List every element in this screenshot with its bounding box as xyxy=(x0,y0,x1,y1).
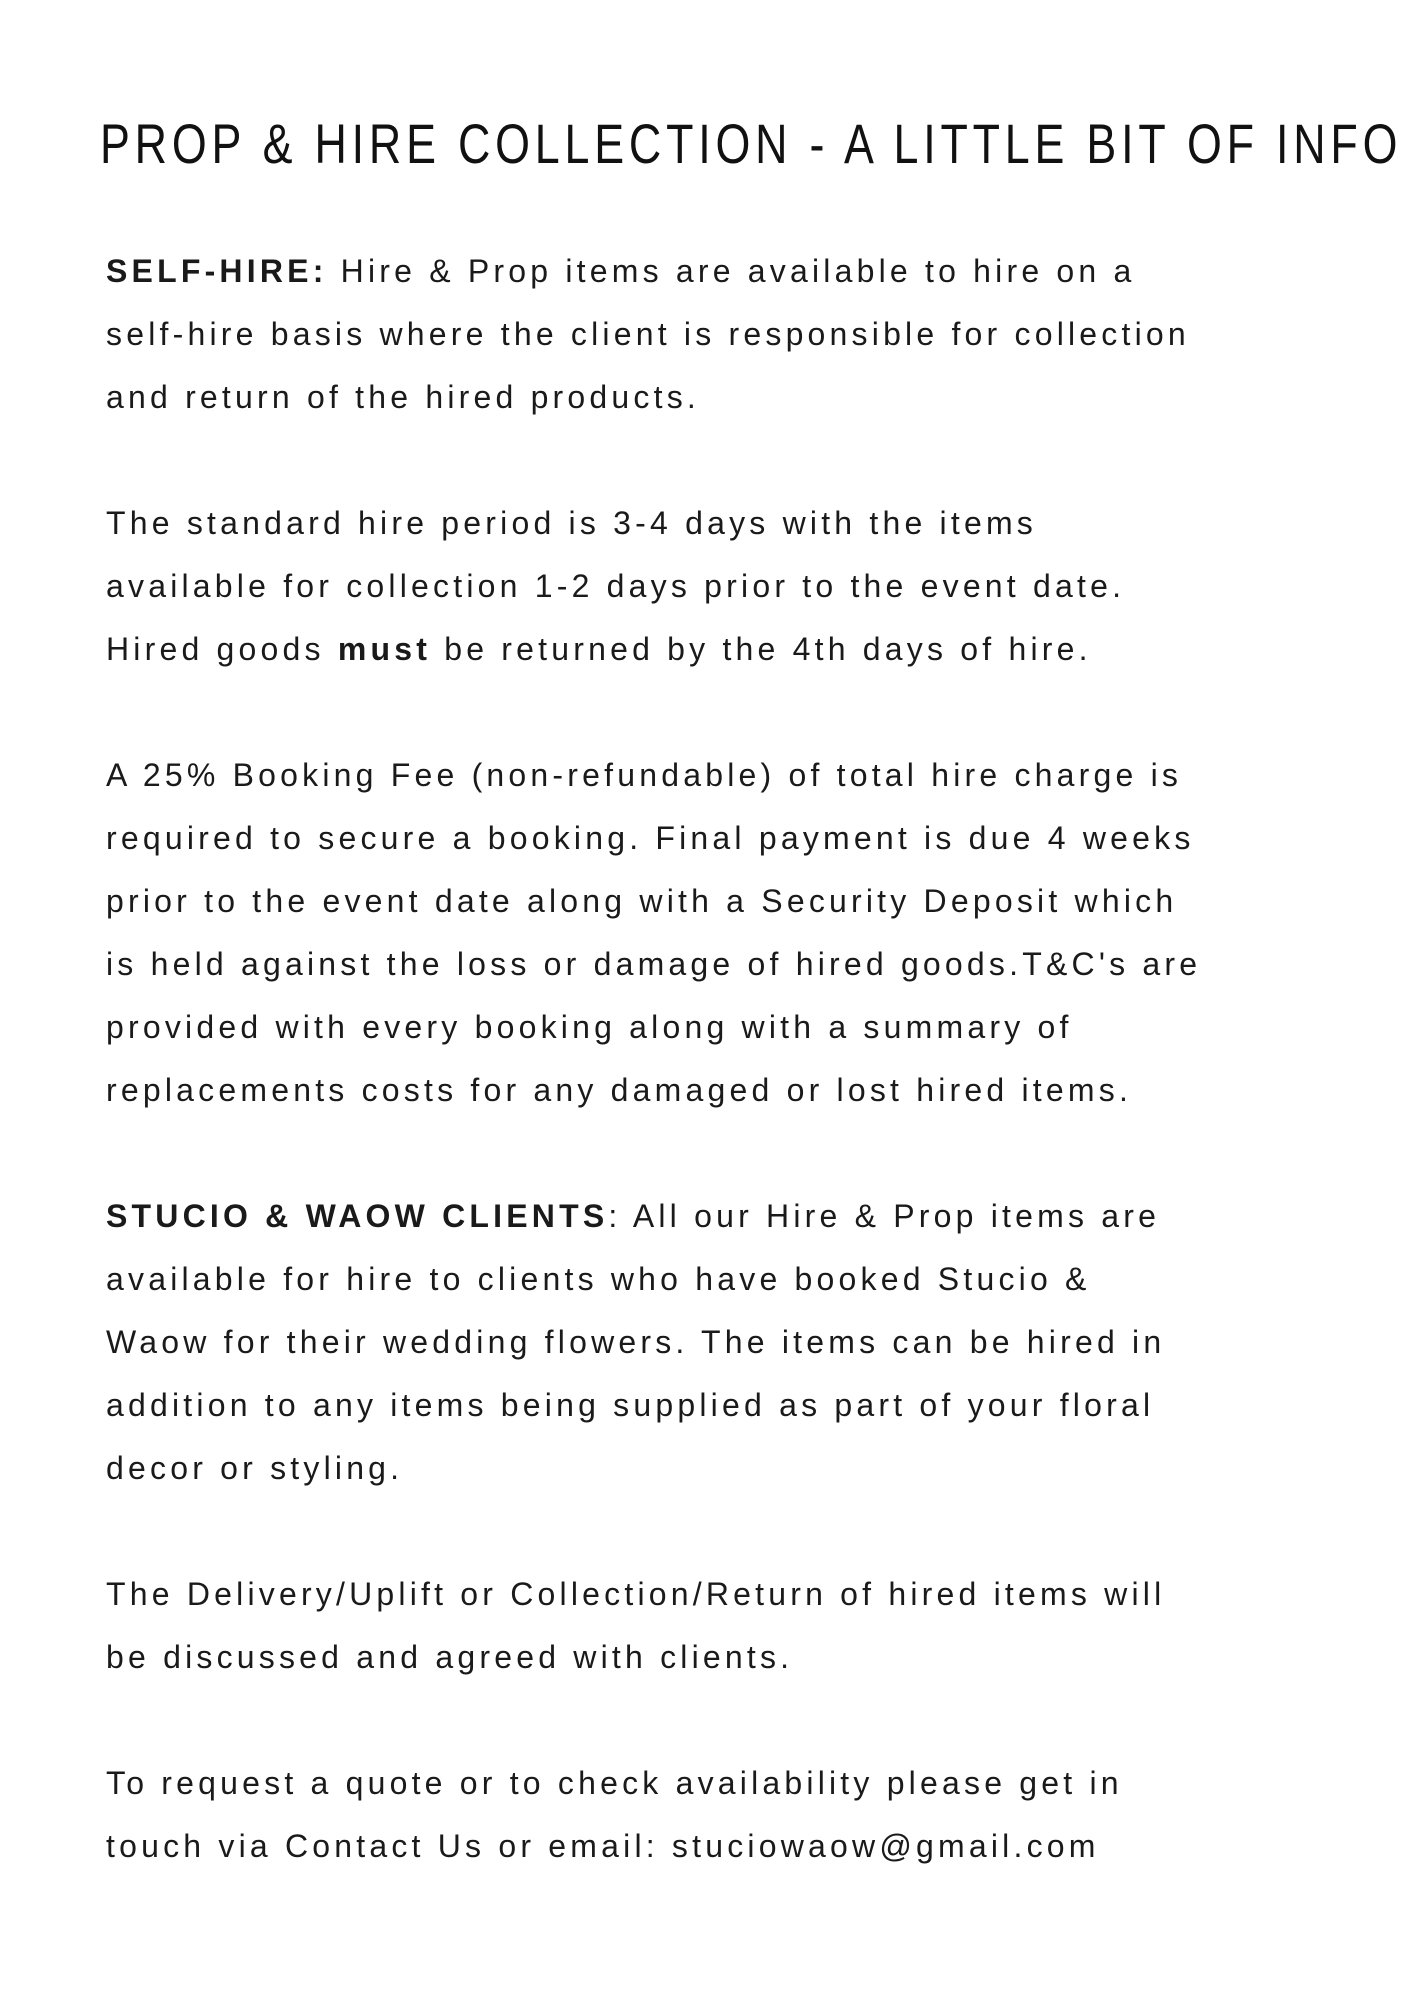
clients-line-4: addition to any items being supplied as part of your floral xyxy=(106,1387,1155,1423)
self-hire-line-3: and return of the hired products. xyxy=(106,379,700,415)
clients-line-2: available for hire to clients who have booked Stucio & xyxy=(106,1261,1091,1297)
booking-fee-line-5: provided with every booking along with a summary of xyxy=(106,1009,1073,1045)
hire-period-paragraph xyxy=(106,492,1336,681)
self-hire-line-2: self-hire basis where the client is responsible for collection xyxy=(106,316,1190,352)
contact-line-1: To request a quote or to check availability please get in xyxy=(106,1765,1123,1801)
self-hire-paragraph xyxy=(106,240,1336,429)
clients-line-5: decor or styling. xyxy=(106,1450,404,1486)
self-hire-line-1-text: Hire & Prop items are available to hire on a xyxy=(327,253,1136,289)
delivery-line-2: be discussed and agreed with clients. xyxy=(106,1639,794,1675)
clients-line-3: Waow for their wedding flowers. The items can be hired in xyxy=(106,1324,1166,1360)
booking-fee-line-1: A 25% Booking Fee (non-refundable) of total hire charge is xyxy=(106,757,1183,793)
booking-fee-line-4: is held against the loss or damage of hired goods.T&C's are xyxy=(106,946,1202,982)
self-hire-line-1 xyxy=(106,240,1336,303)
clients-line-1 xyxy=(106,1185,1336,1248)
contact-line-2: touch via Contact Us or email: stuciowaow@gmail.com xyxy=(106,1828,1100,1864)
clients-line-1-text: : All our Hire & Prop items are xyxy=(608,1198,1161,1234)
hire-period-line-3-after: be returned by the 4th days of hire. xyxy=(431,631,1092,667)
hire-period-line-3-before: Hired goods xyxy=(106,631,338,667)
clients-heading: STUCIO & WAOW CLIENTS xyxy=(106,1198,609,1234)
contact-paragraph xyxy=(106,1752,1336,1878)
self-hire-heading: SELF-HIRE: xyxy=(106,253,328,289)
hire-period-line-1: The standard hire period is 3-4 days with the items xyxy=(106,505,1037,541)
hire-period-line-3 xyxy=(106,618,1336,681)
body-text xyxy=(106,240,1336,1941)
clients-paragraph xyxy=(106,1185,1336,1500)
hire-period-line-2: available for collection 1-2 days prior to the event date. xyxy=(106,568,1126,604)
page-title: PROP & HIRE COLLECTION - A LITTLE BIT OF INFO xyxy=(100,112,1403,175)
delivery-line-1: The Delivery/Uplift or Collection/Return of hired items will xyxy=(106,1576,1166,1612)
delivery-paragraph xyxy=(106,1563,1336,1689)
booking-fee-line-6: replacements costs for any damaged or lost hired items. xyxy=(106,1072,1133,1108)
must-emphasis: must xyxy=(337,631,432,667)
booking-fee-line-3: prior to the event date along with a Security Deposit which xyxy=(106,883,1178,919)
booking-fee-line-2: required to secure a booking. Final payment is due 4 weeks xyxy=(106,820,1195,856)
booking-fee-paragraph xyxy=(106,744,1336,1122)
